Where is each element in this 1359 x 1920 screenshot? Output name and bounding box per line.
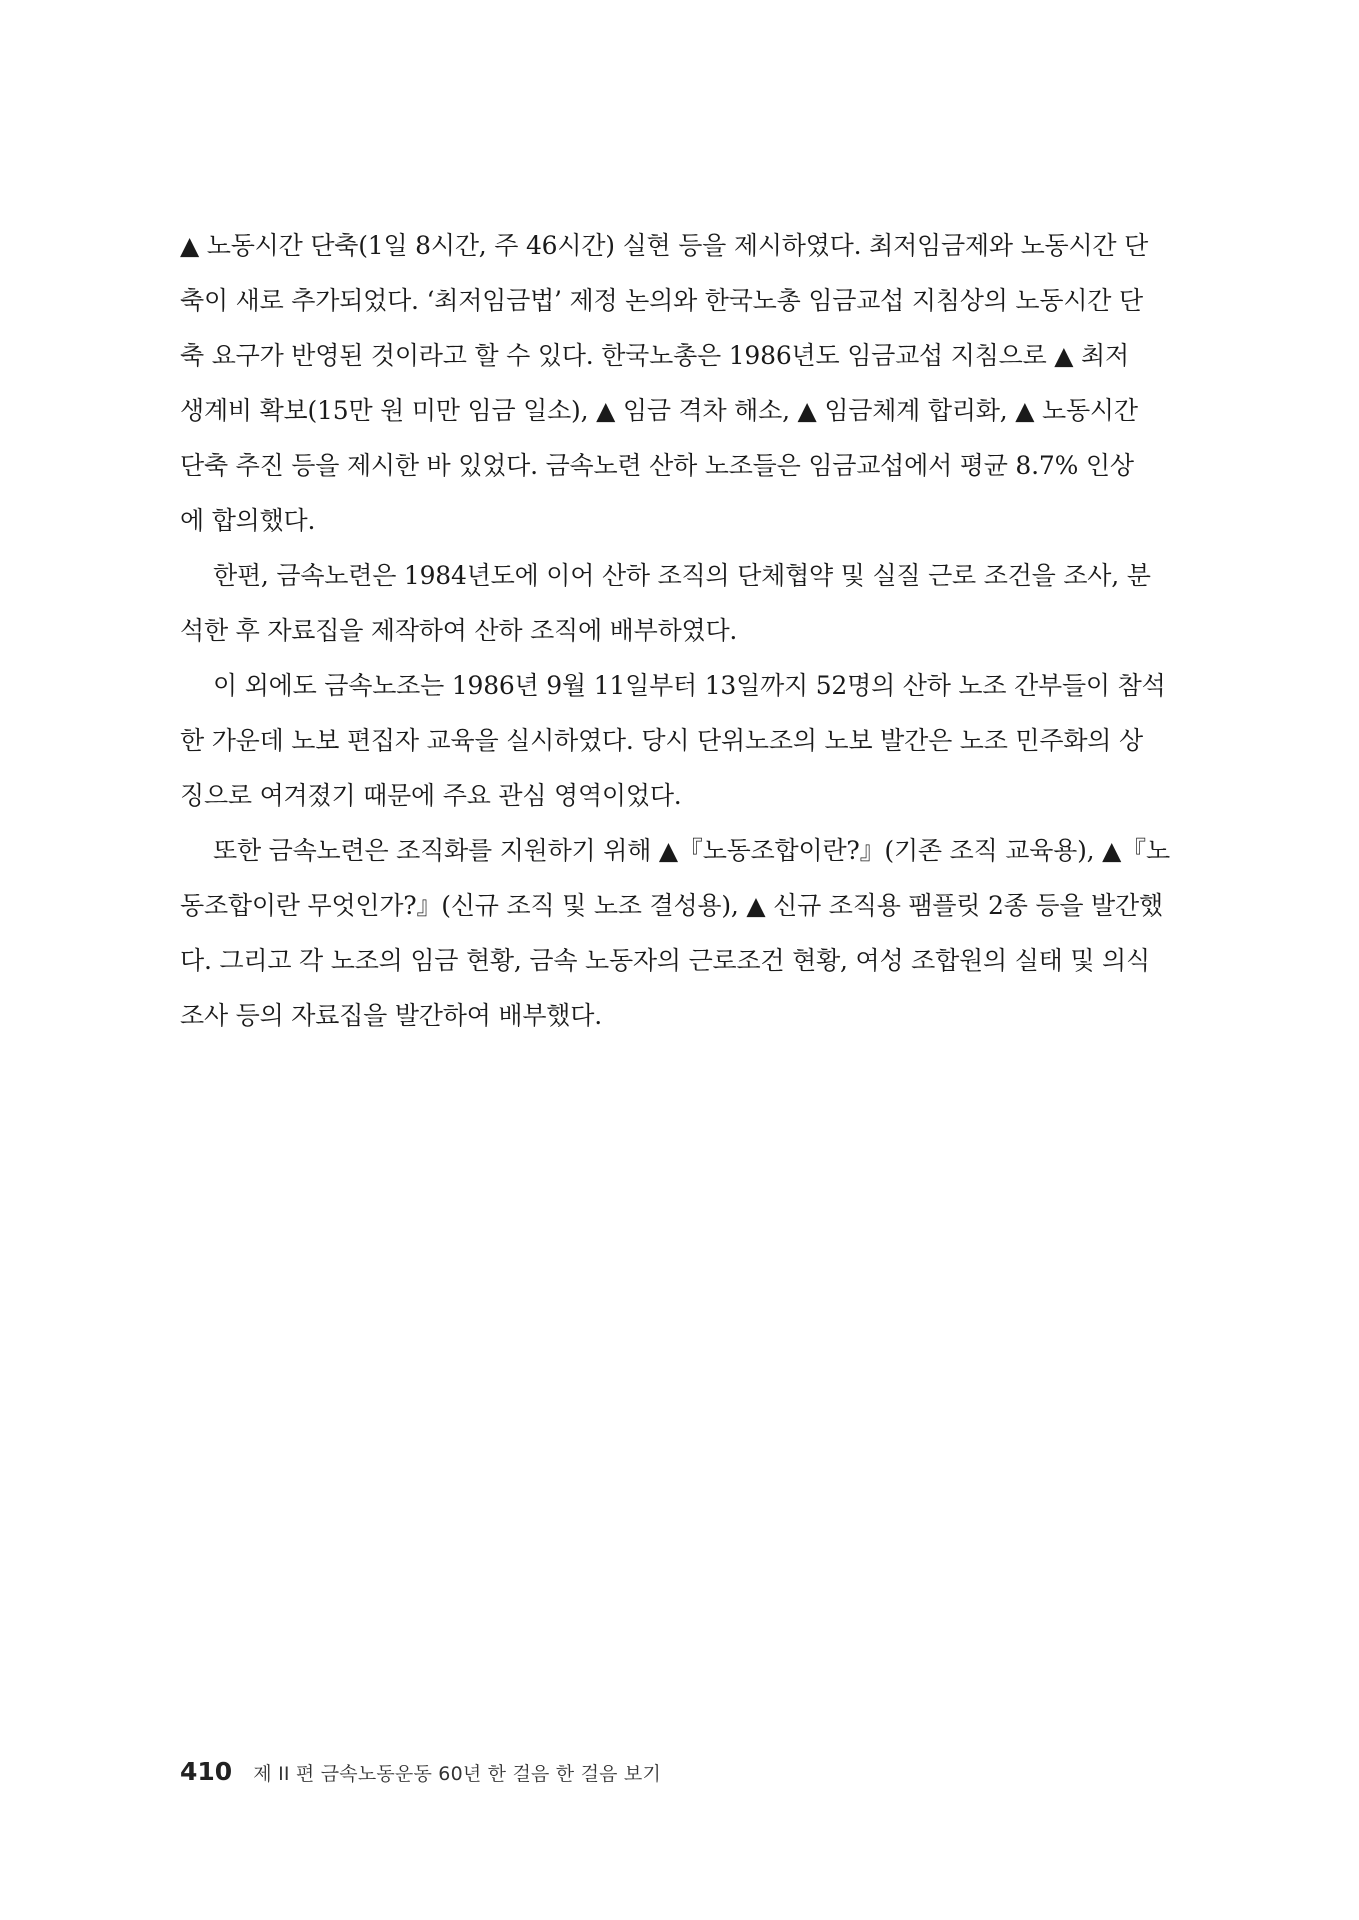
text-line: 조사 등의 자료집을 발간하여 배부했다. bbox=[180, 1001, 602, 1030]
text-line: 징으로 여겨졌기 때문에 주요 관심 영역이었다. bbox=[180, 781, 682, 810]
paragraph-editor-training bbox=[180, 658, 1178, 823]
text-line: 동조합이란 무엇인가?』(신규 조직 및 노조 결성용), ▲ 신규 조직용 팸플릿 2종 등을 발간했 bbox=[180, 891, 1163, 920]
text-line: 한 가운데 노보 편집자 교육을 실시하였다. 당시 단위노조의 노보 발간은 노조 민주화의 상 bbox=[180, 726, 1143, 755]
text-line: 에 합의했다. bbox=[180, 506, 316, 535]
text-line: 축 요구가 반영된 것이라고 할 수 있다. 한국노총은 1986년도 임금교섭 지침으로 ▲ 최저 bbox=[180, 341, 1129, 370]
body-text bbox=[180, 218, 1178, 1043]
text-line: 한편, 금속노련은 1984년도에 이어 산하 조직의 단체협약 및 실질 근로 조건을 조사, 분 bbox=[213, 561, 1151, 590]
page-footer bbox=[180, 1752, 661, 1792]
text-line: 이 외에도 금속노조는 1986년 9월 11일부터 13일까지 52명의 산하 노조 간부들이 참석 bbox=[213, 671, 1166, 700]
paragraph-survey bbox=[180, 548, 1178, 658]
text-line: 단축 추진 등을 제시한 바 있었다. 금속노련 산하 노조들은 임금교섭에서 평균 8.7% 인상 bbox=[180, 451, 1134, 480]
paragraph-wage-bargaining bbox=[180, 218, 1178, 548]
text-line: 생계비 확보(15만 원 미만 임금 일소), ▲ 임금 격차 해소, ▲ 임금체계 합리화, ▲ 노동시간 bbox=[180, 396, 1138, 425]
running-head: 제 II 편 금속노동운동 60년 한 걸음 한 걸음 보기 bbox=[253, 1763, 662, 1785]
text-line: 다. 그리고 각 노조의 임금 현황, 금속 노동자의 근로조건 현황, 여성 조합원의 실태 및 의식 bbox=[180, 946, 1150, 975]
page-number: 410 bbox=[180, 1757, 233, 1786]
text-line: ▲ 노동시간 단축(1일 8시간, 주 46시간) 실현 등을 제시하였다. 최저임금제와 노동시간 단 bbox=[180, 231, 1149, 260]
paragraph-publications bbox=[180, 823, 1178, 1043]
text-line: 축이 새로 추가되었다. ‘최저임금법’ 제정 논의와 한국노총 임금교섭 지침상의 노동시간 단 bbox=[180, 286, 1143, 315]
text-line: 또한 금속노련은 조직화를 지원하기 위해 ▲『노동조합이란?』(기존 조직 교육용), ▲『노 bbox=[213, 836, 1170, 865]
text-line: 석한 후 자료집을 제작하여 산하 조직에 배부하였다. bbox=[180, 616, 738, 645]
